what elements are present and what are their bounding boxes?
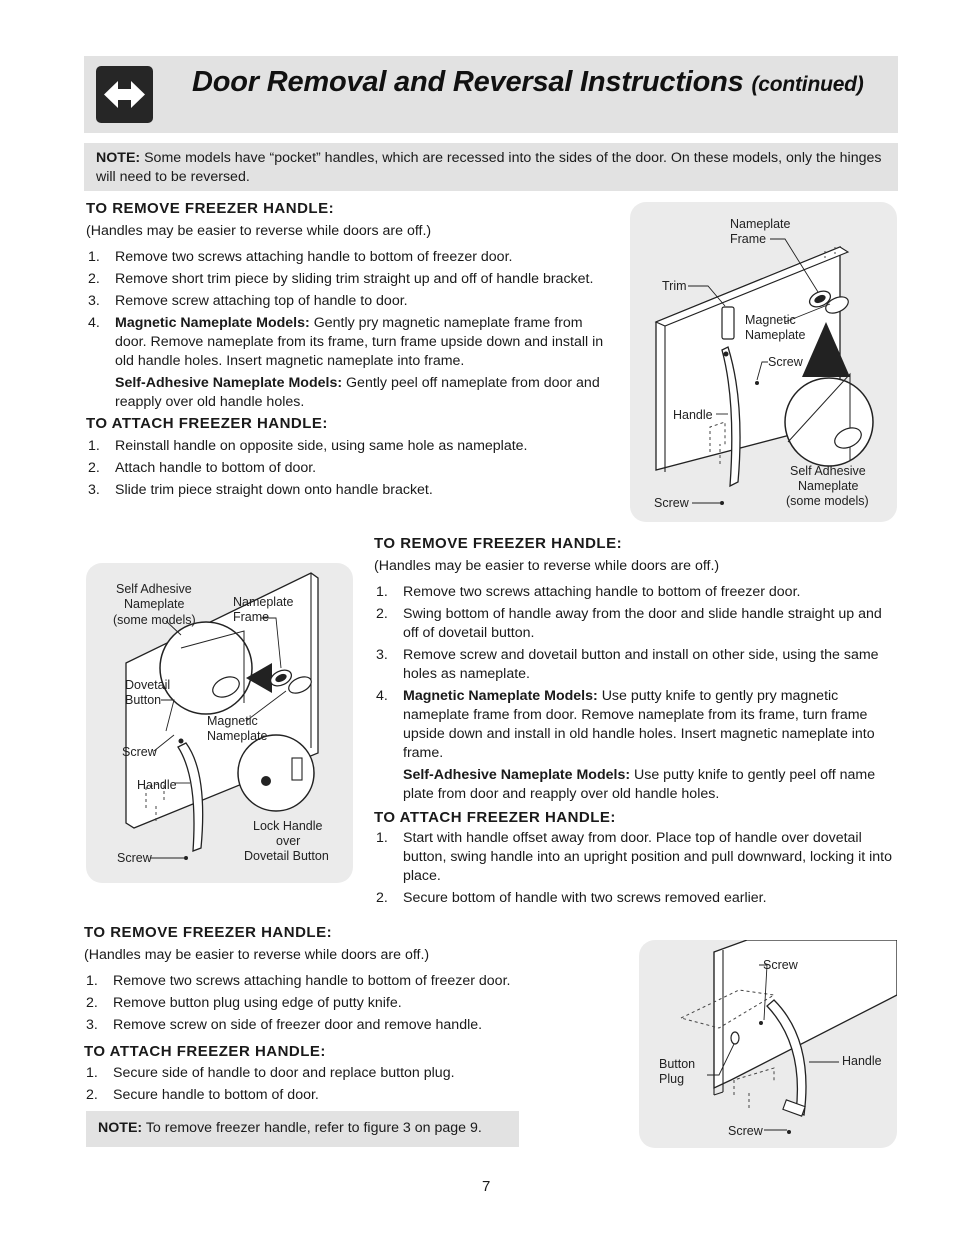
double-arrow-icon bbox=[96, 66, 153, 123]
section1-step4-extra bbox=[86, 374, 614, 412]
list-item: Remove screw and dovetail button and install on other side, using the same holes as nameplate. bbox=[403, 647, 879, 682]
fig1-trim-label: Trim bbox=[662, 279, 687, 293]
section2-remove-intro: (Handles may be easier to reverse while doors are off.) bbox=[374, 558, 720, 574]
title-suffix: (continued) bbox=[751, 73, 864, 96]
fig3-screw-bottom-label: Screw bbox=[728, 1124, 763, 1138]
section3-attach-list bbox=[84, 1064, 624, 1105]
page-title bbox=[192, 66, 864, 99]
step-bold: Magnetic Nameplate Models: bbox=[115, 315, 310, 331]
fig2-handle-label: Handle bbox=[137, 778, 177, 792]
fig2-self-adhesive-label: (some models) bbox=[113, 613, 196, 627]
bottom-note bbox=[86, 1111, 519, 1147]
list-item: Remove button plug using edge of putty knife. bbox=[113, 995, 402, 1011]
fig2-self-adhesive-label: Nameplate bbox=[124, 597, 185, 611]
top-note-label: NOTE: bbox=[96, 150, 141, 166]
top-note bbox=[84, 143, 898, 191]
figure-3 bbox=[639, 940, 897, 1148]
fig2-magnetic-nameplate-label: Nameplate bbox=[207, 729, 268, 743]
section1-remove-list bbox=[86, 248, 614, 371]
fig1-self-adhesive-label: (some models) bbox=[786, 494, 869, 508]
section1-remove-intro: (Handles may be easier to reverse while doors are off.) bbox=[86, 223, 432, 239]
list-item: Secure side of handle to door and replace button plug. bbox=[113, 1065, 455, 1081]
fig2-screw-bottom-label: Screw bbox=[117, 851, 152, 865]
section2 bbox=[374, 535, 900, 911]
list-item: Attach handle to bottom of door. bbox=[115, 460, 317, 476]
section3-attach-heading: TO ATTACH FREEZER HANDLE: bbox=[84, 1043, 326, 1060]
fig2-screw-label: Screw bbox=[122, 745, 157, 759]
step-text: Use putty knife to gently pry magnetic nameplate frame from door. Remove nameplate from its frame, turn frame upside down and install in old handle holes. Insert magnetic nameplate into frame. bbox=[403, 688, 875, 761]
section3 bbox=[84, 924, 624, 1108]
list-item: Start with handle offset away from door. Place top of handle over dovetail button, swing handle into an upright position and pull downward, locking it into place. bbox=[403, 830, 892, 884]
section2-remove-heading: TO REMOVE FREEZER HANDLE: bbox=[374, 535, 623, 552]
step-text: Gently pry magnetic nameplate frame from door. Remove nameplate from its frame, turn frame upside down and install in old handle holes. Insert magnetic nameplate into frame. bbox=[115, 315, 604, 369]
list-item bbox=[374, 687, 900, 763]
figure-2 bbox=[86, 563, 353, 883]
fig3-button-plug-label: Button bbox=[659, 1057, 696, 1071]
fig2-lock-label: Dovetail Button bbox=[244, 849, 329, 863]
section3-remove-intro: (Handles may be easier to reverse while doors are off.) bbox=[84, 947, 430, 963]
bottom-note-label: NOTE: bbox=[98, 1120, 143, 1136]
section1-attach-heading: TO ATTACH FREEZER HANDLE: bbox=[86, 415, 328, 432]
section2-step4-extra bbox=[374, 766, 900, 804]
section2-remove-list bbox=[374, 583, 900, 763]
list-item: Swing bottom of handle away from the door and slide handle straight up and off of dovetail button. bbox=[403, 606, 882, 641]
step-bold: Self-Adhesive Nameplate Models: bbox=[115, 375, 343, 391]
list-item: Remove screw on side of freezer door and remove handle. bbox=[113, 1017, 483, 1033]
list-item: Remove two screws attaching handle to bottom of freezer door. bbox=[113, 973, 511, 989]
section1-remove-heading: TO REMOVE FREEZER HANDLE: bbox=[86, 200, 335, 217]
fig2-dovetail-label: Dovetail bbox=[125, 678, 171, 692]
section1-attach-list bbox=[86, 437, 614, 500]
fig2-magnetic-nameplate-label: Magnetic bbox=[207, 714, 258, 728]
list-item: Secure bottom of handle with two screws removed earlier. bbox=[403, 890, 767, 906]
fig1-magnetic-nameplate-label: Magnetic bbox=[745, 313, 796, 327]
top-note-text: Some models have “pocket” handles, which are recessed into the sides of the door. On these models, only the hinges will need to be reversed. bbox=[96, 150, 882, 185]
fig1-self-adhesive-label: Nameplate bbox=[798, 479, 859, 493]
fig3-handle-label: Handle bbox=[842, 1054, 882, 1068]
list-item: Secure handle to bottom of door. bbox=[113, 1087, 319, 1103]
list-item: Remove short trim piece by sliding trim straight up and off of handle bracket. bbox=[115, 271, 594, 287]
figure-1 bbox=[630, 202, 897, 522]
fig1-handle-label: Handle bbox=[673, 408, 713, 422]
section2-attach-heading: TO ATTACH FREEZER HANDLE: bbox=[374, 809, 616, 826]
list-item: Reinstall handle on opposite side, using same hole as nameplate. bbox=[115, 438, 528, 454]
fig1-nameplate-frame-label: Frame bbox=[730, 232, 767, 246]
page-number: 7 bbox=[482, 1178, 491, 1195]
fig1-screw-label: Screw bbox=[768, 355, 803, 369]
fig2-dovetail-label: Button bbox=[125, 693, 162, 707]
section1 bbox=[86, 200, 614, 503]
fig2-self-adhesive-label: Self Adhesive bbox=[116, 582, 192, 596]
bottom-note-text: To remove freezer handle, refer to figure 3 on page 9. bbox=[145, 1120, 482, 1136]
fig1-magnetic-nameplate-label: Nameplate bbox=[745, 328, 806, 342]
step-bold: Magnetic Nameplate Models: bbox=[403, 688, 598, 704]
fig2-nameplate-frame-label: Frame bbox=[233, 610, 270, 624]
step-text: Use putty knife to gently peel off name plate from door and reapply over old handle holes. bbox=[403, 767, 876, 802]
fig3-button-plug-label: Plug bbox=[659, 1072, 685, 1086]
list-item: Remove two screws attaching handle to bottom of freezer door. bbox=[115, 249, 513, 265]
fig1-self-adhesive-label: Self Adhesive bbox=[790, 464, 866, 478]
step-bold: Self-Adhesive Nameplate Models: bbox=[403, 767, 631, 783]
list-item bbox=[86, 314, 614, 371]
section2-attach-list bbox=[374, 829, 900, 908]
title-main: Door Removal and Reversal Instructions bbox=[192, 66, 744, 98]
fig2-lock-label: Lock Handle bbox=[253, 819, 323, 833]
step-text: Gently peel off nameplate from door and reapply over old handle holes. bbox=[115, 375, 600, 410]
fig1-nameplate-frame-label: Nameplate bbox=[730, 217, 791, 231]
fig2-nameplate-frame-label: Nameplate bbox=[233, 595, 294, 609]
fig1-screw-bottom-label: Screw bbox=[654, 496, 689, 510]
fig2-lock-label: over bbox=[276, 834, 301, 848]
list-item: Slide trim piece straight down onto handle bracket. bbox=[115, 482, 433, 498]
section3-remove-heading: TO REMOVE FREEZER HANDLE: bbox=[84, 924, 333, 941]
section3-remove-list bbox=[84, 972, 624, 1035]
list-item: Remove screw attaching top of handle to door. bbox=[115, 293, 408, 309]
list-item: Remove two screws attaching handle to bottom of freezer door. bbox=[403, 584, 801, 600]
fig3-screw-label: Screw bbox=[763, 958, 798, 972]
